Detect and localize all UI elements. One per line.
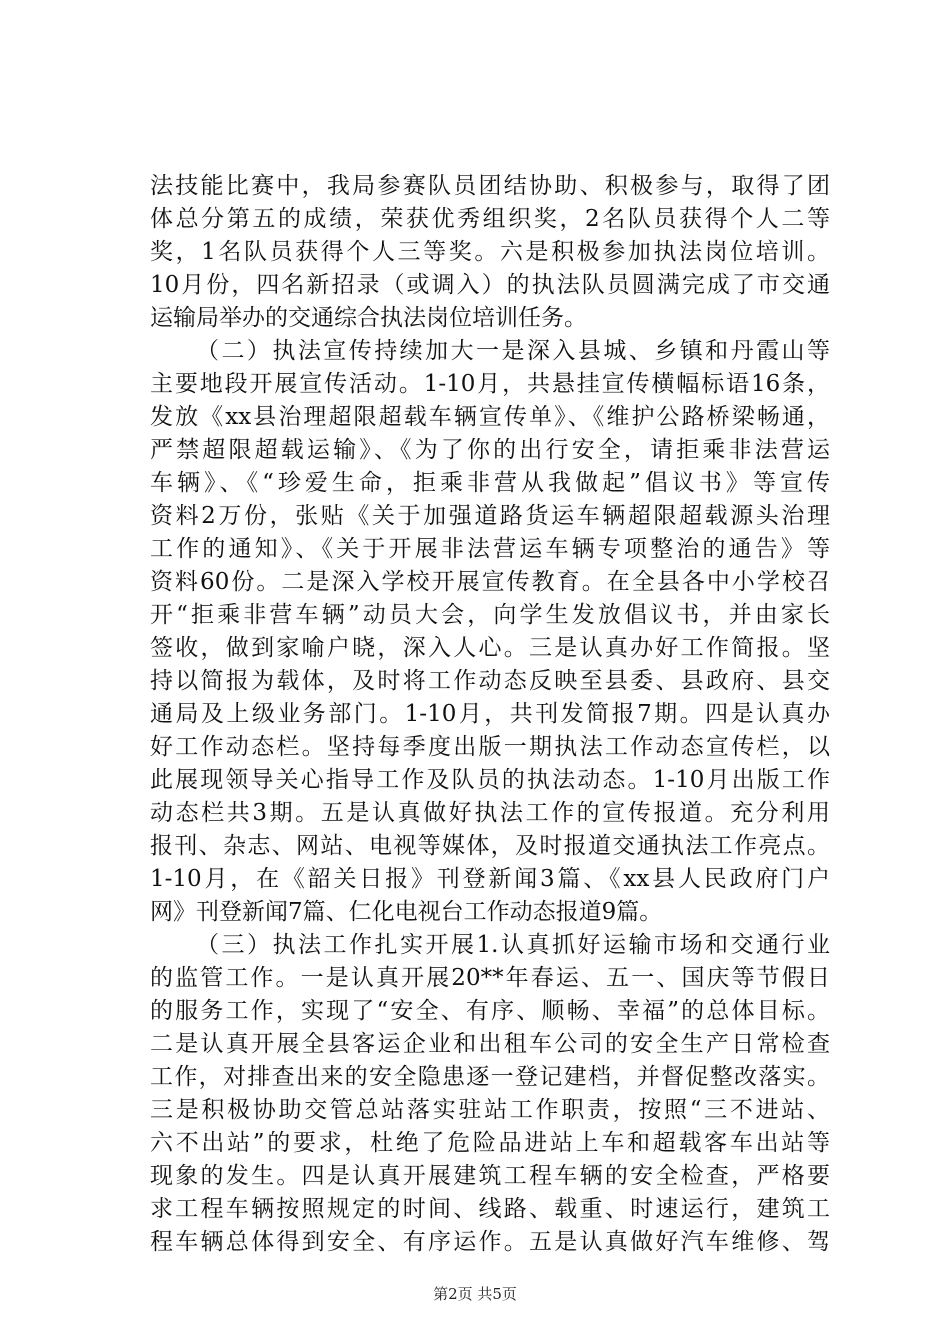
text-line: 资料60份。二是深入学校开展宣传教育。在全县各中小学校召 — [150, 569, 830, 595]
text-line: 法技能比赛中，我局参赛队员团结协助、积极参与，取得了团 — [150, 173, 830, 199]
text-line: 好工作动态栏。坚持每季度出版一期执法工作动态宣传栏，以 — [150, 734, 830, 760]
text-line: 严禁超限超载运输》、《为了你的出行安全，请拒乘非法营运 — [150, 437, 830, 463]
text-line: 体总分第五的成绩，荣获优秀组织奖，2名队员获得个人二等 — [150, 206, 830, 232]
section-heading-line: （三）执法工作扎实开展1.认真抓好运输市场和交通行业 — [196, 932, 830, 958]
text-line: 现象的发生。四是认真开展建筑工程车辆的安全检查，严格要 — [150, 1163, 830, 1189]
text-line: 二是认真开展全县客运企业和出租车公司的安全生产日常检查 — [150, 1031, 830, 1057]
page-number-footer: 第2页 共5页 — [433, 1285, 517, 1303]
text-line: 主要地段开展宣传活动。1-10月，共悬挂宣传横幅标语16条， — [150, 371, 830, 397]
text-line: 工作，对排查出来的安全隐患逐一登记建档，并督促整改落实。 — [150, 1064, 830, 1090]
text-line: 三是积极协助交管总站落实驻站工作职责，按照“三不进站、 — [150, 1097, 830, 1123]
text-line: 的监管工作。一是认真开展20**年春运、五一、国庆等节假日 — [150, 965, 830, 991]
text-line: 动态栏共3期。五是认真做好执法工作的宣传报道。充分利用 — [150, 800, 830, 826]
body-text — [150, 170, 830, 1259]
text-line: 工作的通知》、《关于开展非法营运车辆专项整治的通告》等 — [150, 536, 830, 562]
text-line: 求工程车辆按照规定的时间、线路、载重、时速运行，建筑工 — [150, 1196, 830, 1222]
text-line: 持以简报为载体，及时将工作动态反映至县委、县政府、县交 — [150, 668, 830, 694]
section-heading-line: （二）执法宣传持续加大一是深入县城、乡镇和丹霞山等 — [196, 338, 830, 364]
text-line: 程车辆总体得到安全、有序运作。五是认真做好汽车维修、驾 — [150, 1229, 830, 1255]
text-line: 签收，做到家喻户晓，深入人心。三是认真办好工作简报。坚 — [150, 635, 830, 661]
text-line: 的服务工作，实现了“安全、有序、顺畅、幸福”的总体目标。 — [150, 998, 830, 1024]
text-line: 开“拒乘非营车辆”动员大会，向学生发放倡议书，并由家长 — [150, 602, 830, 628]
text-line: 10月份，四名新招录（或调入）的执法队员圆满完成了市交通 — [150, 272, 830, 298]
text-line: 网》刊登新闻7篇、仁化电视台工作动态报道9篇。 — [150, 899, 663, 925]
text-line: 运输局举办的交通综合执法岗位培训任务。 — [150, 305, 587, 331]
text-line: 通局及上级业务部门。1-10月，共刊发简报7期。四是认真办 — [150, 701, 830, 727]
text-line: 报刊、杂志、网站、电视等媒体，及时报道交通执法工作亮点。 — [150, 833, 830, 859]
text-line: 发放《xx县治理超限超载车辆宣传单》、《维护公路桥梁畅通， — [150, 404, 830, 430]
text-line: 奖，1名队员获得个人三等奖。六是积极参加执法岗位培训。 — [150, 239, 830, 265]
text-line: 车辆》、《“珍爱生命，拒乘非营从我做起”倡议书》等宣传 — [150, 470, 830, 496]
text-line: 资料2万份，张贴《关于加强道路货运车辆超限超载源头治理 — [150, 503, 830, 529]
text-line: 六不出站”的要求，杜绝了危险品进站上车和超载客车出站等 — [150, 1130, 830, 1156]
text-line: 此展现领导关心指导工作及队员的执法动态。1-10月出版工作 — [150, 767, 830, 793]
text-line: 1-10月，在《韶关日报》刊登新闻3篇、《xx县人民政府门户 — [150, 866, 830, 892]
